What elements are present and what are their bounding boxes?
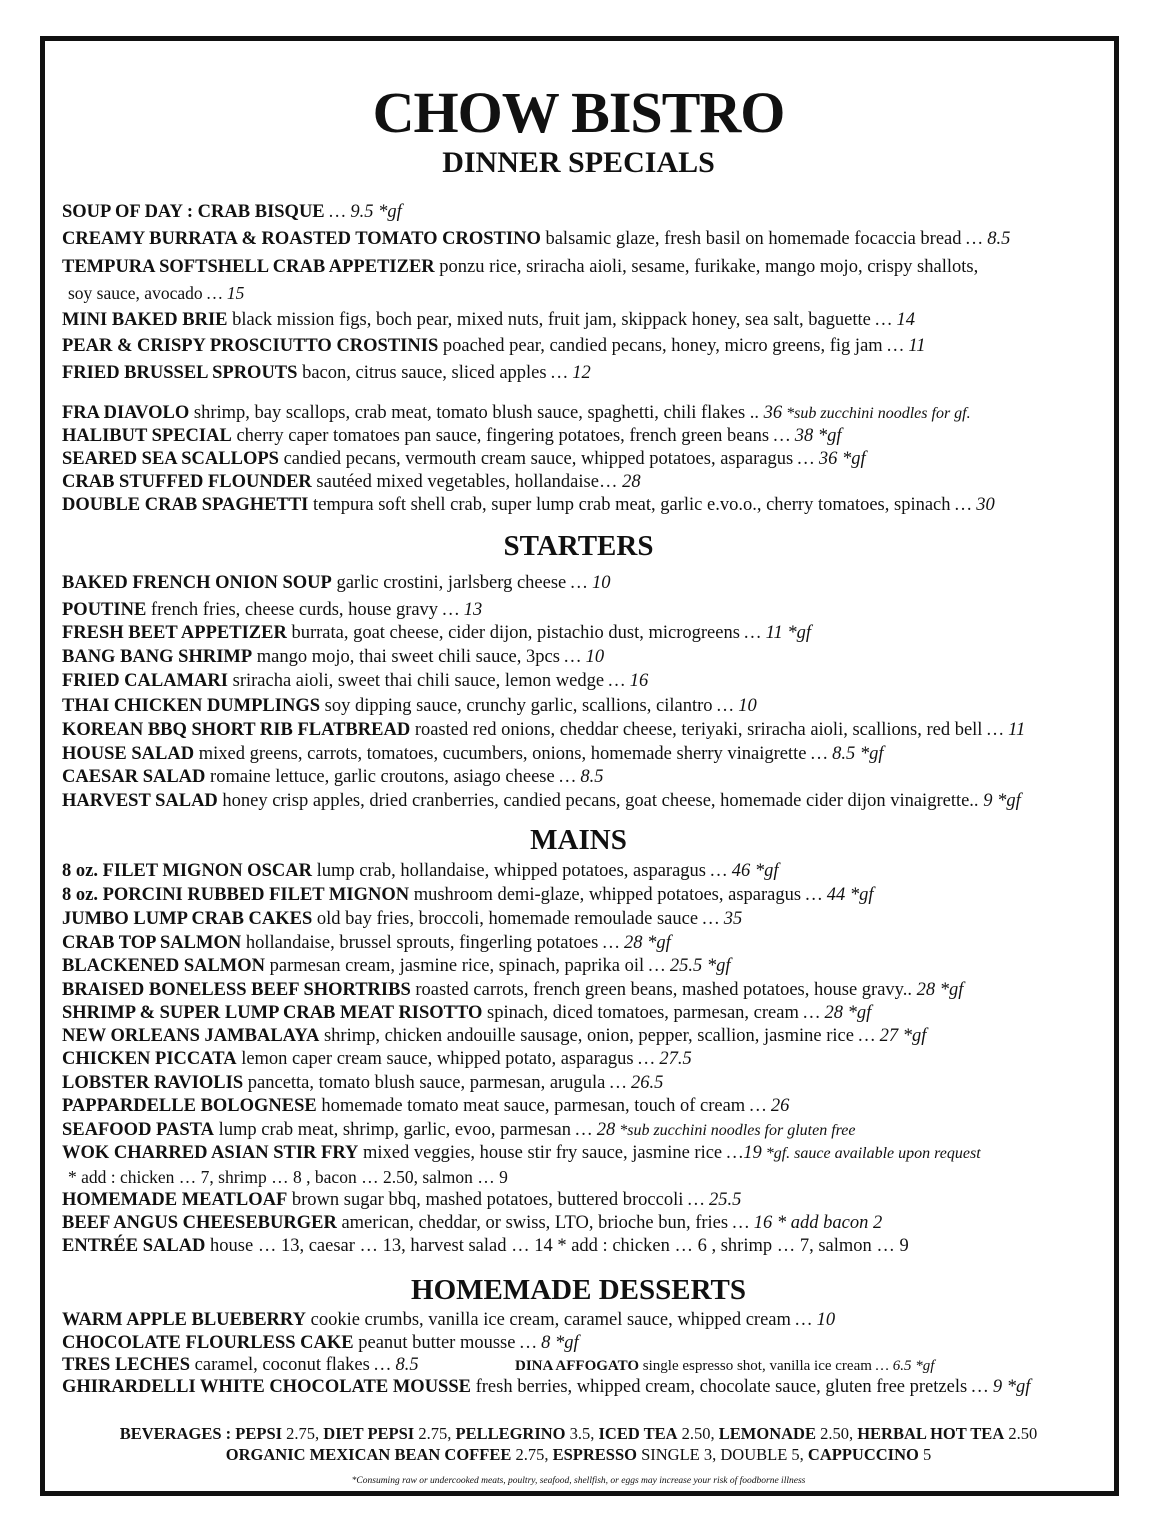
main-desc: roasted carrots, french green beans, mashed potatoes, house gravy..: [410, 980, 912, 1000]
main-item: [62, 1189, 1121, 1211]
main-name: SHRIMP & SUPER LUMP CRAB MEAT RISOTTO: [62, 1003, 483, 1023]
main-desc: pancetta, tomato blush sauce, parmesan, arugula: [243, 1073, 606, 1093]
starter-item: [62, 719, 1121, 741]
special-item: [62, 335, 1121, 357]
special-desc: bacon, citrus sauce, sliced apples: [297, 363, 547, 383]
main-item: [62, 1142, 1121, 1165]
special-price: 28: [617, 472, 641, 492]
dessert-desc: peanut butter mousse: [353, 1333, 516, 1353]
main-price: … 27 *gf: [853, 1026, 927, 1046]
main-desc: mixed veggies, house stir fry sauce, jasmine rice: [358, 1143, 723, 1163]
main-item: [62, 1119, 1121, 1142]
main-name: SEAFOOD PASTA: [62, 1120, 214, 1140]
dessert-price: … 10: [790, 1310, 836, 1330]
beverage-price: 2.50,: [815, 1424, 858, 1443]
main-name: ENTRÉE SALAD: [62, 1236, 206, 1256]
starter-item: [62, 622, 1121, 644]
beverage-price: 2.75,: [414, 1424, 456, 1443]
starter-desc: romaine lettuce, garlic croutons, asiago cheese: [205, 767, 555, 787]
main-desc: homemade tomato meat sauce, parmesan, touch of cream: [316, 1096, 746, 1116]
beverages-label: BEVERAGES :: [119, 1424, 236, 1443]
main-price: … 16 * add bacon 2: [728, 1213, 883, 1233]
starter-item: [62, 790, 1121, 812]
dessert-name: WARM APPLE BLUEBERRY: [62, 1310, 306, 1330]
starter-name: KOREAN BBQ SHORT RIB FLATBREAD: [62, 720, 411, 740]
main-desc: hollandaise, brussel sprouts, fingerling potatoes: [241, 933, 599, 953]
special-name: SEARED SEA SCALLOPS: [62, 449, 279, 469]
special-price: … 30: [950, 495, 995, 515]
special-name: PEAR & CRISPY PROSCIUTTO CROSTINIS: [62, 336, 439, 356]
main-price: … 25.5: [683, 1190, 742, 1210]
special-desc: poached pear, candied pecans, honey, micro greens, fig jam: [438, 336, 883, 356]
dessert-name: GHIRARDELLI WHITE CHOCOLATE MOUSSE: [62, 1377, 471, 1397]
desserts-heading: HOMEMADE DESSERTS: [411, 1274, 746, 1306]
beverage-name: CAPPUCCINO: [807, 1445, 919, 1464]
main-item: [62, 979, 1121, 1001]
special-desc: soy sauce, avocado: [68, 283, 203, 303]
special-name: CREAMY BURRATA & ROASTED TOMATO CROSTINO: [62, 229, 541, 249]
main-name: 8 oz. FILET MIGNON OSCAR: [62, 861, 312, 881]
main-item: [68, 1166, 1121, 1188]
main-item: [62, 1025, 1121, 1047]
dessert-item-affogato: [515, 1354, 1121, 1377]
beverage-price: 2.75,: [511, 1445, 553, 1464]
beverage-name: ESPRESSO: [552, 1445, 637, 1464]
special-desc: shrimp, bay scallops, crab meat, tomato blush sauce, spaghetti, chili flakes ..: [189, 403, 760, 423]
main-name: 8 oz. PORCINI RUBBED FILET MIGNON: [62, 885, 410, 905]
main-note: *gf. sauce available upon request: [761, 1145, 981, 1162]
starter-desc: burrata, goat cheese, cider dijon, pistachio dust, microgreens: [286, 623, 740, 643]
starter-desc: honey crisp apples, dried cranberries, candied pecans, goat cheese, homemade cider dijon vinaigrette..: [217, 791, 979, 811]
starter-price: … 8.5 *gf: [806, 744, 884, 764]
special-desc: tempura soft shell crab, super lump crab meat, garlic e.vo.o., cherry tomatoes, spinach: [308, 495, 951, 515]
special-desc: sautéed mixed vegetables, hollandaise…: [311, 472, 618, 492]
starter-desc: garlic crostini, jarlsberg cheese: [331, 573, 567, 593]
starter-price: 9 *gf: [978, 791, 1021, 811]
starter-name: FRIED CALAMARI: [62, 671, 228, 691]
beverages-line-1: [0, 1424, 1157, 1444]
beverages-line-2: [0, 1445, 1157, 1465]
dessert-desc: fresh berries, whipped cream, chocolate sauce, gluten free pretzels: [470, 1377, 968, 1397]
dessert-price: … 8.5: [369, 1355, 419, 1375]
beverage-name: ICED TEA: [598, 1424, 678, 1443]
beverage-price: 5: [918, 1445, 932, 1464]
special-price: … 8.5: [961, 229, 1011, 249]
special-price: … 11: [882, 336, 926, 356]
main-price: …19: [722, 1143, 762, 1163]
special-desc: cherry caper tomatoes pan sauce, fingering potatoes, french green beans: [231, 426, 770, 446]
main-price: … 28 *gf: [598, 933, 671, 953]
dessert-item: [62, 1376, 1121, 1398]
special-item: [62, 448, 1121, 470]
special-price: … 36 *gf: [793, 449, 866, 469]
special-desc: balsamic glaze, fresh basil on homemade focaccia bread: [540, 229, 962, 249]
main-price: … 46 *gf: [706, 861, 779, 881]
special-name: MINI BAKED BRIE: [62, 310, 228, 330]
restaurant-name: CHOW BISTRO: [372, 80, 785, 145]
starter-item: [62, 695, 1121, 717]
dessert-name: CHOCOLATE FLOURLESS CAKE: [62, 1333, 354, 1353]
main-price: … 44 *gf: [801, 885, 874, 905]
starter-name: THAI CHICKEN DUMPLINGS: [62, 696, 320, 716]
starter-price: … 10: [566, 573, 611, 593]
special-item: [62, 256, 1121, 278]
main-item: [62, 1212, 1121, 1234]
special-item: [62, 201, 1121, 223]
main-name: BEEF ANGUS CHEESEBURGER: [62, 1213, 337, 1233]
main-desc: lump crab meat, shrimp, garlic, evoo, parmesan: [213, 1120, 572, 1140]
main-note: *sub zucchini noodles for gluten free: [615, 1122, 856, 1139]
main-item: [62, 932, 1121, 954]
special-item: [62, 362, 1121, 384]
starter-item: [62, 766, 1121, 788]
main-desc: spinach, diced tomatoes, parmesan, cream: [482, 1003, 799, 1023]
special-item: [62, 425, 1121, 447]
special-item: [62, 309, 1121, 331]
main-name: BLACKENED SALMON: [62, 956, 266, 976]
beverage-name: DIET PEPSI: [323, 1424, 415, 1443]
special-name: SOUP OF DAY : CRAB BISQUE: [62, 202, 325, 222]
main-desc: * add : chicken … 7, shrimp … 8 , bacon … 2.50, salmon … 9: [68, 1167, 508, 1187]
special-item: [62, 228, 1121, 250]
main-name: CHICKEN PICCATA: [62, 1049, 237, 1069]
special-item: [62, 494, 1121, 516]
dessert-name: DINA AFFOGATO: [515, 1358, 640, 1374]
main-price: … 35: [698, 909, 743, 929]
main-desc: parmesan cream, jasmine rice, spinach, paprika oil: [265, 956, 645, 976]
special-desc: ponzu rice, sriracha aioli, sesame, furikake, mango mojo, crispy shallots,: [434, 257, 979, 277]
beverage-price: 2.75,: [282, 1424, 324, 1443]
starter-price: … 13: [438, 600, 483, 620]
main-item: [62, 1048, 1121, 1070]
starter-desc: mixed greens, carrots, tomatoes, cucumbers, onions, homemade sherry vinaigrette: [194, 744, 807, 764]
starter-name: POUTINE: [62, 600, 147, 620]
main-price: … 26: [745, 1096, 790, 1116]
special-price: … 14: [870, 310, 916, 330]
starter-price: … 10: [712, 696, 757, 716]
main-name: JUMBO LUMP CRAB CAKES: [62, 909, 313, 929]
beverage-name: HERBAL HOT TEA: [857, 1424, 1005, 1443]
beverage-name: ORGANIC MEXICAN BEAN COFFEE: [225, 1445, 512, 1464]
dinner-specials-heading: DINNER SPECIALS: [442, 146, 715, 179]
starter-desc: sriracha aioli, sweet thai chili sauce, lemon wedge: [228, 671, 605, 691]
starter-price: … 16: [604, 671, 649, 691]
main-desc: lump crab, hollandaise, whipped potatoes, asparagus: [311, 861, 706, 881]
main-item: [62, 860, 1121, 882]
main-desc: mushroom demi-glaze, whipped potatoes, asparagus: [409, 885, 802, 905]
starter-item: [62, 743, 1121, 765]
dessert-price: … 9 *gf: [967, 1377, 1031, 1397]
main-item: [62, 1095, 1121, 1117]
starter-price: … 8.5: [554, 767, 604, 787]
special-name: FRA DIAVOLO: [62, 403, 190, 423]
beverage-price: 2.50: [1004, 1424, 1038, 1443]
dessert-item: [62, 1309, 1121, 1331]
beverage-name: PEPSI: [235, 1424, 283, 1443]
food-safety-disclaimer: *Consuming raw or undercooked meats, poultry, seafood, shellfish, or eggs may increase your risk of foodborne illness: [351, 1476, 806, 1486]
main-item: [62, 1002, 1121, 1024]
main-name: BRAISED BONELESS BEEF SHORTRIBS: [62, 980, 411, 1000]
main-desc: brown sugar bbq, mashed potatoes, buttered broccoli: [287, 1190, 684, 1210]
main-item: [62, 1235, 1121, 1257]
main-name: HOMEMADE MEATLOAF: [62, 1190, 288, 1210]
starters-heading: STARTERS: [503, 530, 654, 562]
main-desc: house … 13, caesar … 13, harvest salad … 14 * add : chicken … 6 , shrimp … 7, salmon … 9: [205, 1236, 909, 1256]
special-price: 36: [759, 403, 783, 423]
special-price: … 9.5 *gf: [324, 202, 402, 222]
starter-name: HOUSE SALAD: [62, 744, 195, 764]
starter-desc: roasted red onions, cheddar cheese, teriyaki, sriracha aioli, scallions, red bell: [410, 720, 983, 740]
special-name: TEMPURA SOFTSHELL CRAB APPETIZER: [62, 257, 435, 277]
special-price: … 38 *gf: [769, 426, 842, 446]
main-item: [62, 1072, 1121, 1094]
starter-price: … 11 *gf: [739, 623, 812, 643]
main-name: NEW ORLEANS JAMBALAYA: [62, 1026, 320, 1046]
dessert-price: … 6.5 *gf: [871, 1358, 935, 1374]
main-desc: american, cheddar, or swiss, LTO, brioche bun, fries: [336, 1213, 729, 1233]
main-name: LOBSTER RAVIOLIS: [62, 1073, 244, 1093]
starter-name: FRESH BEET APPETIZER: [62, 623, 287, 643]
main-price: … 28 *gf: [798, 1003, 872, 1023]
main-price: … 28: [571, 1120, 616, 1140]
main-name: PAPPARDELLE BOLOGNESE: [62, 1096, 317, 1116]
beverage-price: 2.50,: [677, 1424, 719, 1443]
main-item: [62, 955, 1121, 977]
starter-item: [62, 572, 1121, 594]
starter-item: [62, 670, 1121, 692]
starter-name: BAKED FRENCH ONION SOUP: [62, 573, 332, 593]
special-name: DOUBLE CRAB SPAGHETTI: [62, 495, 309, 515]
dessert-name: TRES LECHES: [62, 1355, 191, 1375]
main-price: … 27.5: [633, 1049, 692, 1069]
main-price: 28 *gf: [911, 980, 964, 1000]
starter-name: BANG BANG SHRIMP: [62, 647, 253, 667]
dessert-desc: cookie crumbs, vanilla ice cream, caramel sauce, whipped cream: [306, 1310, 791, 1330]
main-desc: old bay fries, broccoli, homemade remoulade sauce: [312, 909, 699, 929]
mains-heading: MAINS: [530, 824, 627, 856]
special-name: FRIED BRUSSEL SPROUTS: [62, 363, 298, 383]
beverage-name: PELLEGRINO: [455, 1424, 566, 1443]
special-note: *sub zucchini noodles for gf.: [782, 405, 971, 422]
main-name: WOK CHARRED ASIAN STIR FRY: [62, 1143, 359, 1163]
beverage-name: LEMONADE: [718, 1424, 816, 1443]
starter-item: [62, 646, 1121, 668]
special-desc: black mission figs, boch pear, mixed nuts, fruit jam, skippack honey, sea salt, baguette: [227, 310, 871, 330]
starter-name: HARVEST SALAD: [62, 791, 218, 811]
starter-price: … 10: [559, 647, 605, 667]
dessert-desc: caramel, coconut flakes: [190, 1355, 370, 1375]
main-item: [62, 884, 1121, 906]
main-price: … 26.5: [605, 1073, 664, 1093]
beverage-price: SINGLE 3, DOUBLE 5,: [636, 1445, 808, 1464]
beverage-price: 3.5,: [565, 1424, 599, 1443]
main-item: [62, 908, 1121, 930]
starter-desc: french fries, cheese curds, house gravy: [146, 600, 439, 620]
special-item: [62, 471, 1121, 493]
special-price: … 15: [202, 283, 245, 303]
special-item: [62, 402, 1121, 425]
starter-desc: mango mojo, thai sweet chili sauce, 3pcs: [252, 647, 560, 667]
main-price: … 25.5 *gf: [644, 956, 731, 976]
dessert-desc: single espresso shot, vanilla ice cream: [639, 1358, 872, 1374]
main-desc: shrimp, chicken andouille sausage, onion, pepper, scallion, jasmine rice: [319, 1026, 854, 1046]
special-item: [68, 282, 1121, 304]
starter-item: [62, 599, 1121, 621]
main-name: CRAB TOP SALMON: [62, 933, 242, 953]
special-desc: candied pecans, vermouth cream sauce, whipped potatoes, asparagus: [278, 449, 794, 469]
special-name: CRAB STUFFED FLOUNDER: [62, 472, 312, 492]
starter-name: CAESAR SALAD: [62, 767, 206, 787]
special-price: … 12: [546, 363, 591, 383]
dessert-item: [62, 1332, 1121, 1354]
starter-desc: soy dipping sauce, crunchy garlic, scallions, cilantro: [320, 696, 713, 716]
dessert-price: … 8 *gf: [515, 1333, 579, 1353]
special-name: HALIBUT SPECIAL: [62, 426, 232, 446]
starter-price: … 11: [982, 720, 1026, 740]
main-desc: lemon caper cream sauce, whipped potato, asparagus: [236, 1049, 634, 1069]
